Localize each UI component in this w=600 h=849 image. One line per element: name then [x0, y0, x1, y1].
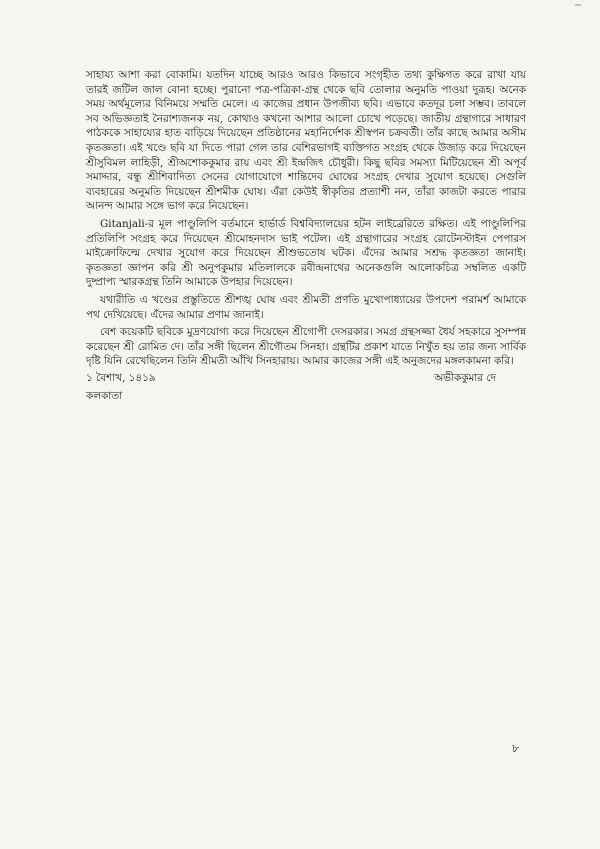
paragraph-production-acknowledgement: বেশ কয়েকটি ছবিকে মুদ্রণযোগ্য করে দিয়েছেন শ্রীগোপী দেসরকার। সমগ্র গ্রন্থসজ্জা ধৈর্য সহকারে সুসম্পন্ন করেছেন শ্রী রোমিত দে। তাঁর সঙ্গী ছিলেন শ্রীগৌতম সিনহা। গ্রন্থটির প্রকাশ যাতে নিখুঁত হয় তার জন্য সার্বিক দৃষ্টি যিনি রেখেছিলেন তিনি শ্রীমতী আঁখি সিনহারায়। আমার কাজের সঙ্গী এই অনুজদের মঙ্গলকামনা করি। [86, 326, 526, 368]
paragraph-manuscript-acknowledgement: Gitanjali-র মূল পাণ্ডুলিপি বর্তমানে হার্ভার্ড বিশ্ববিদ্যালয়ের হটন লাইব্রেরিতে রক্ষিত। এই পাণ্ডুলিপির প্রতিলিপি সংগ্রহ করে দিয়েছেন শ্রীমোহনদাস ভাই পটেল। এই গ্রন্থাগারের সংগ্রহ রোটেনস্টাইন পেপারস মাইক্রোফিল্মে দেখার সুযোগ করে দিয়েছেন শ্রীশুভতোষ ঘটক। এঁদের আমার সশ্রদ্ধ কৃতজ্ঞতা জানাই। কৃতজ্ঞতা জ্ঞাপন করি শ্রী অনুপকুমার মতিলালকে রবীন্দ্রনাথের অনেকগুলি আলোকচিত্র সম্বলিত একটি দুষ্প্রাপ্য স্মারকগ্রন্থ তিনি আমাকে উপহার দিয়েছেন। [86, 217, 526, 289]
scan-speck [575, 4, 581, 6]
paragraph-sources-acknowledgement: সাহায্য আশা করা বোকামি। যতদিন যাচ্ছে আরও আরও কিভাবে সংগৃহীত তথ্য কুক্ষিগত করে রাখা যায় তারই জটিল জাল বোনা হচ্ছে। পুরানো পত্র-পত্রিকা-গ্রন্থ থেকে ছবি তোলার অনুমতি পাওয়া দুরূহ। অনেক সময় অর্থমূল্যের বিনিময়ে সম্মতি মেলে। এ কাজের প্রধান উপজীব্য ছবি। এভাবে কতদূর চলা সম্ভব। তাবলে সব অভিজ্ঞতাই নৈরাশ্যজনক নয়, কোথাও কখনো আশার আলো চোখে পড়েছে। জাতীয় গ্রন্থাগারে সাধারণ পাঠককে সাহায্যের হাত বাড়িয়ে দিয়েছেন প্রতিষ্ঠানের মহানির্দেশক শ্রীস্বপন চক্রবর্তী। তাঁর কাছে আমার অসীম কৃতজ্ঞতা। এই খণ্ডে ছবি যা দিতে পারা গেল তার বেশিরভাগই ব্যক্তিগত সংগ্রহ থেকে উজাড় করে দিয়েছেন শ্রীসুবিমল লাহিড়ী, শ্রীঅশোককুমার রায় এবং শ্রী ইন্দ্রজিৎ চৌধুরী। কিছু ছবির সমস্যা মিটিয়েছেন শ্রী অপূর্ব সমাদ্দার, বন্ধু শ্রীশিবাদিত্য সেনের যোগাযোগে শান্তিদেব ঘোষের সংগ্রহ দেখার সুযোগ হয়েছে। সেগুলি ব্যবহারের অনুমতি দিয়েছেন শ্রীশমীক ঘোষ। এঁরা কেউই স্বীকৃতির প্রত্যাশী নন, তাঁরা কাজটা করতে পারার আনন্দ আমার সঙ্গে ভাগ করে নিয়েছেন। [86, 69, 526, 213]
paragraph-guidance-acknowledgement: যথারীতি এ খণ্ডের প্রস্তুতিতে শ্রীশঙ্খ ঘোষ এবং শ্রীমতী প্রণতি মুখোপাধ্যায়ের উপদেশ পরামর্শ আমাকে পথ দেখিয়েছে। এঁদের আমার প্রণাম জানাই। [86, 293, 526, 321]
author-name: অভীককুমার দে [434, 372, 496, 384]
page-number: ৮ [512, 742, 520, 755]
body-text [86, 68, 526, 372]
signoff-date: ১ বৈশাখ, ১৪১৯ [86, 372, 156, 384]
signoff-place: কলকাতা [86, 390, 123, 402]
